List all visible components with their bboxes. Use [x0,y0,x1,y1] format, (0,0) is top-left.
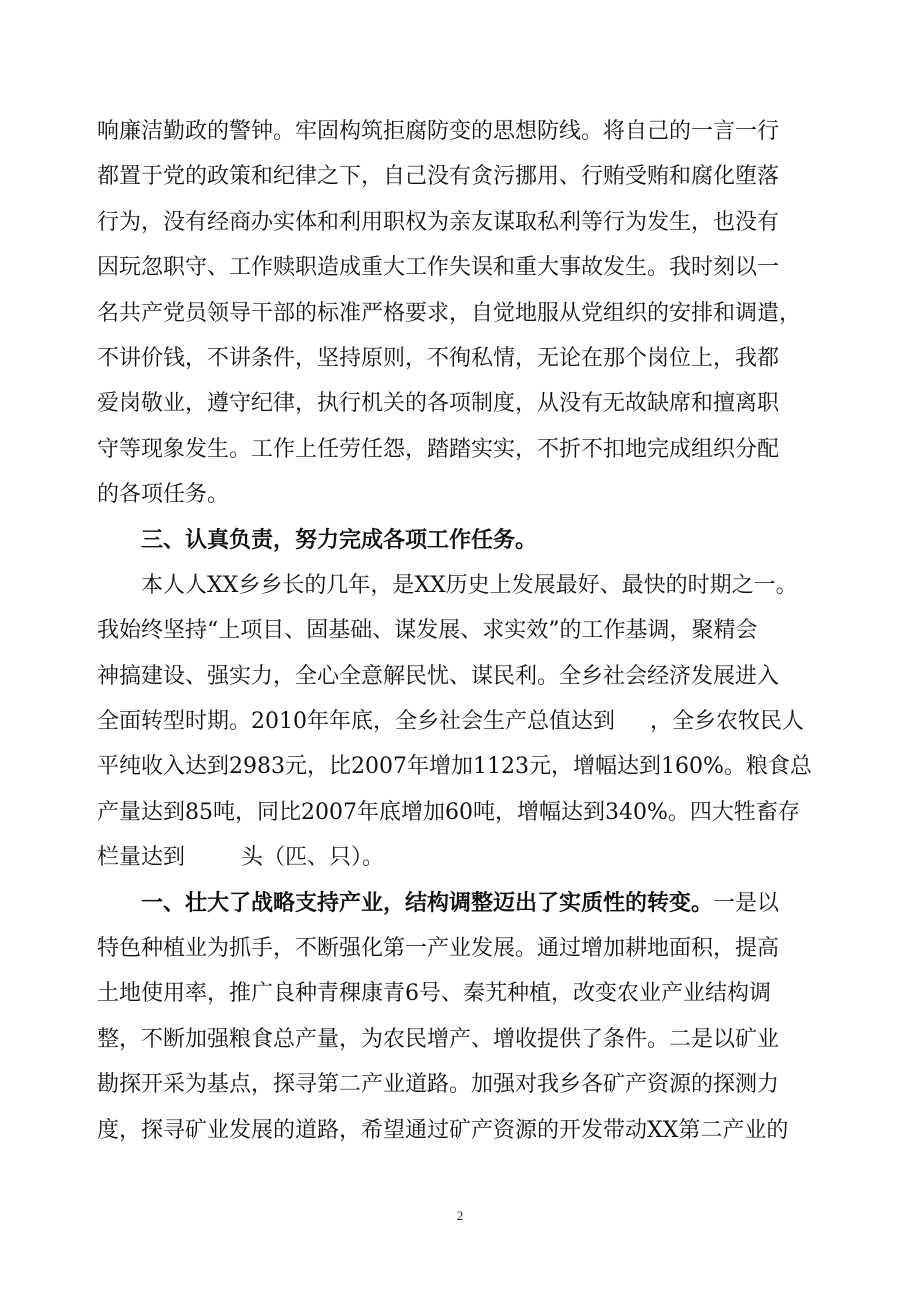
paragraph-line: 土地使用率，推广良种青稞康青6号、秦艽种植，改变农业产业结构调 [97,981,771,1007]
paragraph-line: 整，不断加强粮食总产量，为农民增产、增收提供了条件。二是以矿业 [97,1026,780,1052]
paragraph-line: 度，探寻矿业发展的道路，希望通过矿产资源的开发带动XX第二产业的 [97,1117,789,1143]
paragraph-line: 守等现象发生。工作上任劳任怨，踏踏实实，不折不扣地完成组织分配 [97,436,780,462]
section-heading: 三、认真负责，努力完成各项工作任务。 [141,526,538,553]
paragraph-line: 爱岗敬业，遵守纪律，执行机关的各项制度，从没有无故缺席和擅离职 [97,391,780,417]
paragraph-line: 神搞建设、强实力，全心全意解民忧、谋民利。全乡社会经济发展进入 [97,663,780,689]
paragraph-line [97,881,827,926]
paragraph-line: 我始终坚持“上项目、固基础、谋发展、求实效”的工作基调，聚精会 [97,618,758,644]
paragraph-line: 平纯收入达到2983元，比2007年增加1123元，增幅达到160%。粮食总 [97,754,812,780]
paragraph-line: 栏量达到 头（匹、只）。 [97,845,384,871]
paragraph-line: 响廉洁勤政的警钟。牢固构筑拒腐防变的思想防线。将自己的一言一行 [97,119,780,144]
paragraph-line: 特色种植业为抓手，不断强化第一产业发展。通过增加耕地面积，提高 [97,936,780,962]
document-body [97,109,827,1153]
paragraph-line: 全面转型时期。2010年年底，全乡社会生产总值达到 ，全乡农牧民人 [97,709,804,735]
paragraph-line: 名共产党员领导干部的标准严格要求，自觉地服从党组织的安排和调遣， [97,300,802,326]
paragraph-line: 因玩忽职守、工作赎职造成重大工作失误和重大事故发生。我时刻以一 [97,255,780,281]
paragraph-line: 行为，没有经商办实体和利用职权为亲友谋取私利等行为发生，也没有 [97,209,780,235]
paragraph-line: 都置于党的政策和纪律之下，自己没有贪污挪用、行贿受贿和腐化堕落 [97,164,780,190]
subsection-heading: 一、壮大了战略支持产业，结构调整迈出了实质性的转变。 [141,889,714,916]
paragraph-line: 不讲价钱，不讲条件，坚持原则，不徇私情，无论在那个岗位上，我都 [97,345,780,371]
paragraph-line: 产量达到85吨，同比2007年底增加60吨，增幅达到340%。四大牲畜存 [97,799,800,825]
paragraph-line: 的各项任务。 [97,482,230,508]
paragraph-line: 勘探开采为基点，探寻第二产业道路。加强对我乡各矿产资源的探测力 [97,1072,780,1098]
paragraph-line: 本人人XX乡乡长的几年，是XX历史上发展最好、最快的时期之一。 [141,572,798,598]
paragraph-text: 一是以 [713,890,780,916]
page-number: 2 [456,1208,464,1223]
